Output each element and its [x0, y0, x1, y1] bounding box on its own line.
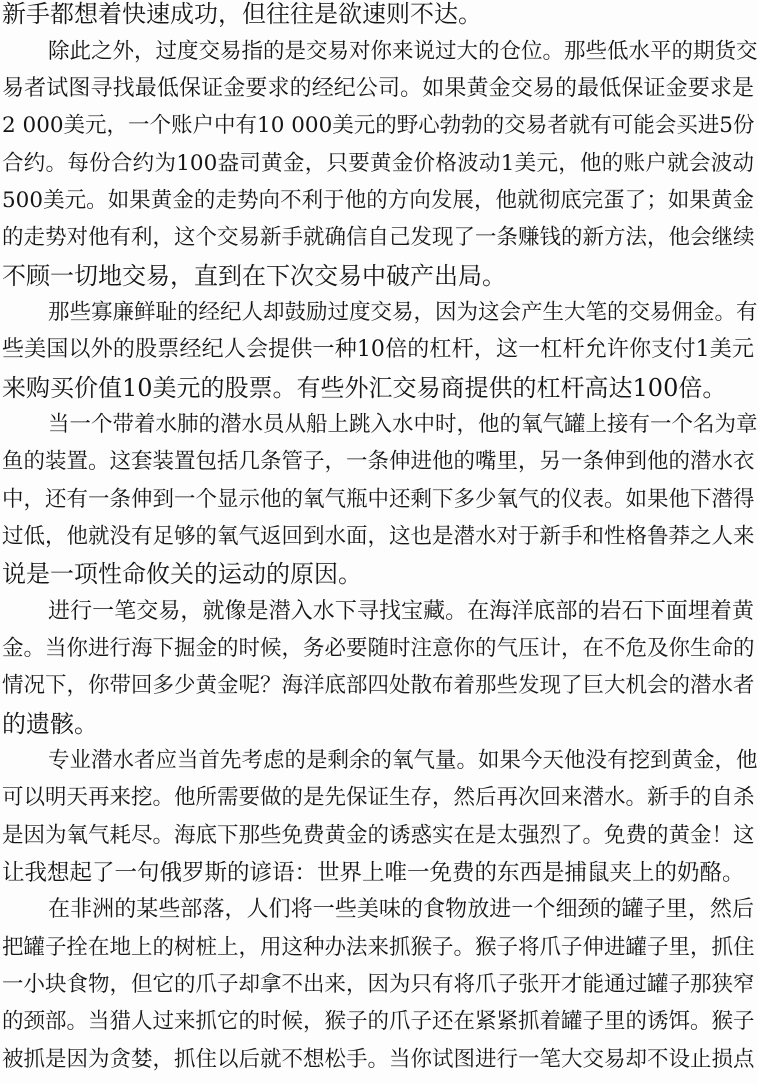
text-line: 新手都想着快速成功，但往往是欲速则不达。 [2, 0, 482, 28]
text-line: 过低，他就没有足够的氧气返回到水面，这也是潜水对于新手和性格鲁莽之人来 [2, 524, 755, 549]
text-line: 除此之外，过度交易指的是交易对你来说过大的仓位。那些低水平的期货交 [48, 39, 758, 64]
text-line: 的遗骸。 [2, 710, 98, 738]
text-line: 鱼的装置。这套装置包括几条管子，一条伸进他的嘴里，另一条伸到他的潜水衣 [2, 449, 755, 474]
text-line: 当一个带着水肺的潜水员从船上跳入水中时，他的氧气罐上接有一个名为章 [48, 412, 758, 437]
text-line: 说是一项性命攸关的运动的原因。 [2, 560, 362, 588]
text-line: 来购买价值10美元的股票。有些外汇交易商提供的杠杆高达100倍。 [2, 374, 727, 402]
text-line: 易者试图寻找最低保证金要求的经纪公司。如果黄金交易的最低保证金要求是 [2, 76, 754, 101]
text-line: 500美元。如果黄金的走势向不利于他的方向发展，他就彻底完蛋了；如果黄金 [2, 188, 754, 213]
text-line: 可以明天再来挖。他所需要做的是先保证生存，然后再次回来潜水。新手的自杀 [2, 785, 755, 810]
text-line: 是因为氧气耗尽。海底下那些免费黄金的诱惑实在是太强烈了。免费的黄金！这 [2, 823, 755, 848]
text-line: 一小块食物，但它的爪子却拿不出来，因为只有将爪子张开才能通过罐子那狭窄 [2, 972, 755, 997]
text-line: 金。当你进行海下掘金的时候，务必要随时注意你的气压计，在不危及你生命的 [2, 636, 755, 661]
text-line: 合约。每份合约为100盎司黄金，只要黄金价格波动1美元，他的账户就会波动 [2, 151, 754, 176]
text-line: 被抓是因为贪婪，抓住以后就不想松手。当你试图进行一笔大交易却不设止损点 [2, 1047, 755, 1072]
text-line: 不顾一切地交易，直到在下次交易中破产出局。 [2, 262, 506, 290]
text-line: 把罐子拴在地上的树桩上，用这种办法来抓猴子。猴子将爪子伸进罐子里，抓住 [2, 935, 755, 960]
text-line: 进行一笔交易，就像是潜入水下寻找宝藏。在海洋底部的岩石下面埋着黄 [48, 599, 754, 624]
text-line: 些美国以外的股票经纪人会提供一种10倍的杠杆，这一杠杆允许你支付1美元 [2, 337, 754, 362]
text-line: 中，还有一条伸到一个显示他的氧气瓶中还剩下多少氧气的仪表。如果他下潜得 [2, 487, 755, 512]
text-line: 的颈部。当猎人过来抓它的时候，猴子的爪子还在紧紧抓着罐子里的诱饵。猴子 [2, 1009, 755, 1034]
text-line: 的走势对他有利，这个交易新手就确信自己发现了一条赚钱的新方法，他会继续 [2, 225, 755, 250]
text-line: 专业潜水者应当首先考虑的是剩余的氧气量。如果今天他没有挖到黄金，他 [48, 748, 758, 773]
text-line: 在非洲的某些部落，人们将一些美味的食物放进一个细颈的罐子里，然后 [48, 897, 754, 922]
text-line: 那些寡廉鲜耻的经纪人却鼓励过度交易，因为这会产生大笔的交易佣金。有 [48, 300, 758, 325]
text-line: 2 000美元，一个账户中有10 000美元的野心勃勃的交易者就有可能会买进5份 [2, 113, 755, 138]
text-line: 让我想起了一句俄罗斯的谚语：世界上唯一免费的东西是捕鼠夹上的奶酪。 [2, 860, 745, 886]
text-line: 情况下，你带回多少黄金呢？海洋底部四处散布着那些发现了巨大机会的潜水者 [2, 673, 755, 698]
